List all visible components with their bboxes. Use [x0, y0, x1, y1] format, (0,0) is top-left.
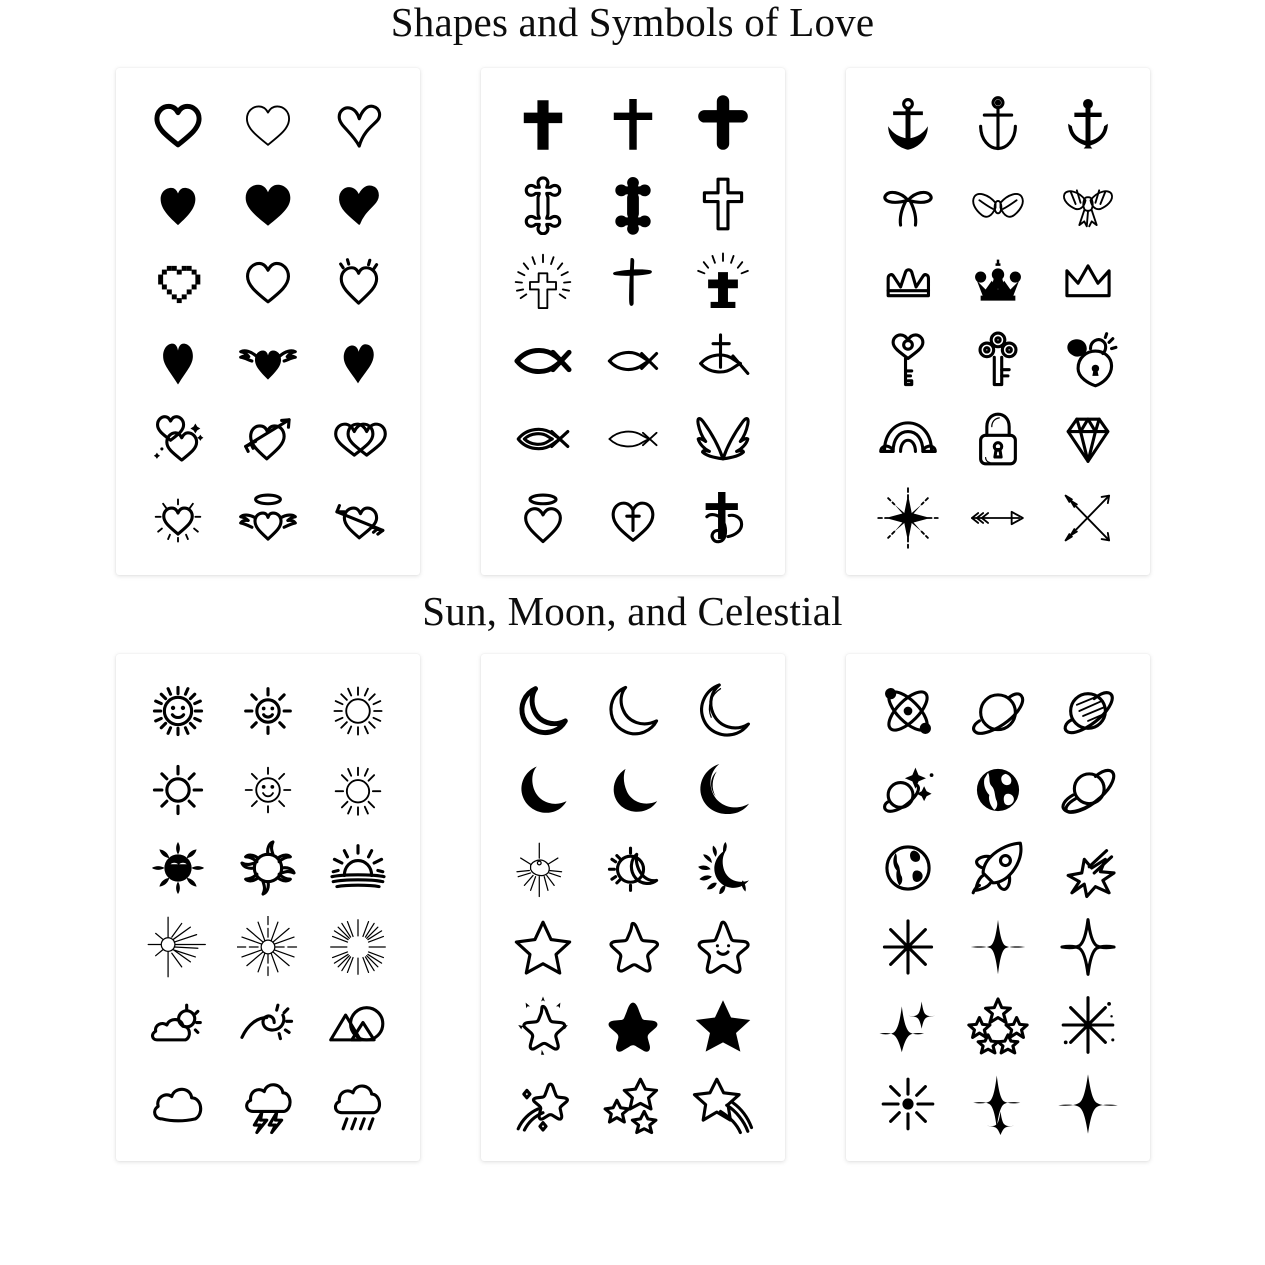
section-title-celestial: Sun, Moon, and Celestial	[422, 588, 843, 634]
earth-globe-outline-icon[interactable]	[877, 837, 939, 899]
star-outline-icon[interactable]	[512, 916, 574, 978]
compass-star-icon[interactable]	[877, 487, 939, 549]
heart-winged-filled-icon[interactable]	[237, 330, 299, 392]
heart-outline-bold-icon[interactable]	[147, 94, 209, 156]
ichthys-fish-outline-icon[interactable]	[602, 408, 664, 470]
cross-brush-stroke-icon[interactable]	[602, 251, 664, 313]
sunburst-radial-icon[interactable]	[327, 916, 389, 978]
star-smiley-icon[interactable]	[692, 916, 754, 978]
crosses-sticker-card[interactable]	[481, 68, 785, 575]
star-filled-icon[interactable]	[692, 994, 754, 1056]
rocket-icon[interactable]	[967, 837, 1029, 899]
heart-filled-brush-icon[interactable]	[327, 330, 389, 392]
sun-moon-flame-icon[interactable]	[692, 837, 754, 899]
bow-striped-icon[interactable]	[1057, 173, 1119, 235]
anchors-and-crowns-sticker-card[interactable]	[846, 68, 1150, 575]
shooting-star-trail-icon[interactable]	[512, 1073, 574, 1135]
ichthys-fish-thin-icon[interactable]	[602, 330, 664, 392]
cloud-lightning-icon[interactable]	[237, 1073, 299, 1135]
sun-smiley-thin-icon[interactable]	[237, 759, 299, 821]
crown-outline-pointed-icon[interactable]	[1057, 251, 1119, 313]
cross-filled-budded-icon[interactable]	[602, 173, 664, 235]
hearts-sticker-card[interactable]	[116, 68, 420, 575]
heart-sketch-icon[interactable]	[327, 94, 389, 156]
sun-smiley-small-icon[interactable]	[237, 680, 299, 742]
anchor-solid-curved-icon[interactable]	[1057, 94, 1119, 156]
planet-ring-outline-icon[interactable]	[967, 680, 1029, 742]
sunburst-star-icon[interactable]	[237, 916, 299, 978]
sun-filled-smiley-icon[interactable]	[147, 837, 209, 899]
sunburst-corner-icon[interactable]	[147, 916, 209, 978]
heart-filled-wide-icon[interactable]	[237, 173, 299, 235]
arrow-right-icon[interactable]	[967, 487, 1029, 549]
four-point-star-large-icon[interactable]	[1057, 1073, 1119, 1135]
cross-filled-rounded-icon[interactable]	[692, 94, 754, 156]
four-point-star-outline-icon[interactable]	[1057, 916, 1119, 978]
moon-crescent-thin-icon[interactable]	[692, 680, 754, 742]
sun-wave-icon[interactable]	[237, 994, 299, 1056]
cross-outline-budded-icon[interactable]	[512, 173, 574, 235]
heart-filled-tall-icon[interactable]	[147, 330, 209, 392]
moon-crescent-filled-slim-icon[interactable]	[602, 759, 664, 821]
card-row-love	[0, 43, 1265, 575]
double-sparkle-icon[interactable]	[967, 1073, 1029, 1135]
shooting-star-streak-icon[interactable]	[692, 1073, 754, 1135]
moon-crescent-filled-icon[interactable]	[512, 759, 574, 821]
sun-rays-bold-icon[interactable]	[147, 759, 209, 821]
heart-with-cross-icon[interactable]	[602, 487, 664, 549]
twin-sparkles-icon[interactable]	[877, 994, 939, 1056]
star-sparkle-outline-icon[interactable]	[512, 994, 574, 1056]
cross-filled-thin-icon[interactable]	[602, 94, 664, 156]
crown-outline-rounded-icon[interactable]	[877, 251, 939, 313]
cross-radiant-filled-icon[interactable]	[692, 251, 754, 313]
moon-crescent-outline-bold-icon[interactable]	[512, 680, 574, 742]
heart-arrow-through-icon[interactable]	[327, 487, 389, 549]
eclipse-rays-icon[interactable]	[512, 837, 574, 899]
padlock-icon[interactable]	[967, 408, 1029, 470]
card-row-celestial	[0, 632, 1265, 1161]
crossed-arrows-icon[interactable]	[1057, 487, 1119, 549]
sun-and-moon-icon[interactable]	[602, 837, 664, 899]
heart-outline-thin-icon[interactable]	[237, 94, 299, 156]
crown-filled-royal-icon[interactable]	[967, 251, 1029, 313]
cross-outline-latin-icon[interactable]	[692, 173, 754, 235]
heart-shining-icon[interactable]	[147, 487, 209, 549]
sun-rays-light-icon[interactable]	[327, 759, 389, 821]
ichthys-fish-double-line-icon[interactable]	[512, 408, 574, 470]
heart-filled-small-icon[interactable]	[147, 173, 209, 235]
heart-sparkle-outline-icon[interactable]	[327, 251, 389, 313]
section-title-love: Shapes and Symbols of Love	[390, 0, 875, 45]
saturn-outline-icon[interactable]	[1057, 759, 1119, 821]
suns-sticker-card[interactable]	[116, 654, 420, 1161]
ichthys-fish-cross-icon[interactable]	[692, 330, 754, 392]
bow-sketch-icon[interactable]	[967, 173, 1029, 235]
angel-wings-icon[interactable]	[692, 408, 754, 470]
interlocking-hearts-icon[interactable]	[327, 408, 389, 470]
rainbow-icon[interactable]	[877, 408, 939, 470]
heart-outline-rounded-icon[interactable]	[237, 251, 299, 313]
section-love	[0, 0, 1265, 575]
ichthys-fish-bold-icon[interactable]	[512, 330, 574, 392]
star-outline-rounded-icon[interactable]	[602, 916, 664, 978]
cross-radiant-outline-icon[interactable]	[512, 251, 574, 313]
cloud-icon[interactable]	[147, 1073, 209, 1135]
sun-dot-rays-icon[interactable]	[877, 1073, 939, 1135]
heart-arrow-outline-icon[interactable]	[237, 408, 299, 470]
sun-rays-thin-icon[interactable]	[327, 680, 389, 742]
five-stars-cluster-icon[interactable]	[967, 994, 1029, 1056]
sun-flame-outline-icon[interactable]	[237, 837, 299, 899]
cross-anchor-heart-icon[interactable]	[692, 487, 754, 549]
four-point-star-filled-icon[interactable]	[967, 916, 1029, 978]
moons-sticker-card[interactable]	[481, 654, 785, 1161]
planets-sticker-card[interactable]	[846, 654, 1150, 1161]
heart-filled-rough-icon[interactable]	[327, 173, 389, 235]
mountains-sun-icon[interactable]	[327, 994, 389, 1056]
cross-filled-latin-icon[interactable]	[512, 94, 574, 156]
double-hearts-sparkle-icon[interactable]	[147, 408, 209, 470]
planet-sparkle-icon[interactable]	[877, 759, 939, 821]
sparkle-burst-dots-icon[interactable]	[1057, 994, 1119, 1056]
anchor-outline-icon[interactable]	[967, 94, 1029, 156]
anchor-filled-icon[interactable]	[877, 94, 939, 156]
comet-star-icon[interactable]	[1057, 837, 1119, 899]
diamond-gem-icon[interactable]	[1057, 408, 1119, 470]
star-filled-rounded-icon[interactable]	[602, 994, 664, 1056]
moon-crescent-outline-icon[interactable]	[602, 680, 664, 742]
key-clover-icon[interactable]	[967, 330, 1029, 392]
sun-behind-cloud-icon[interactable]	[147, 994, 209, 1056]
cloud-rain-icon[interactable]	[327, 1073, 389, 1135]
sun-smiley-bold-icon[interactable]	[147, 680, 209, 742]
three-stars-icon[interactable]	[602, 1073, 664, 1135]
heart-halo-icon[interactable]	[512, 487, 574, 549]
key-heart-icon[interactable]	[877, 330, 939, 392]
sparkle-asterisk-icon[interactable]	[877, 916, 939, 978]
bow-simple-ribbon-icon[interactable]	[877, 173, 939, 235]
heart-angel-halo-wings-icon[interactable]	[237, 487, 299, 549]
atom-orbit-icon[interactable]	[877, 680, 939, 742]
section-celestial	[0, 575, 1265, 1161]
moon-crescent-filled-wide-icon[interactable]	[692, 759, 754, 821]
sunset-icon[interactable]	[327, 837, 389, 899]
planet-striped-icon[interactable]	[1057, 680, 1119, 742]
heart-padlock-icon[interactable]	[1057, 330, 1119, 392]
earth-globe-filled-icon[interactable]	[967, 759, 1029, 821]
heart-pixel-icon[interactable]	[147, 251, 209, 313]
